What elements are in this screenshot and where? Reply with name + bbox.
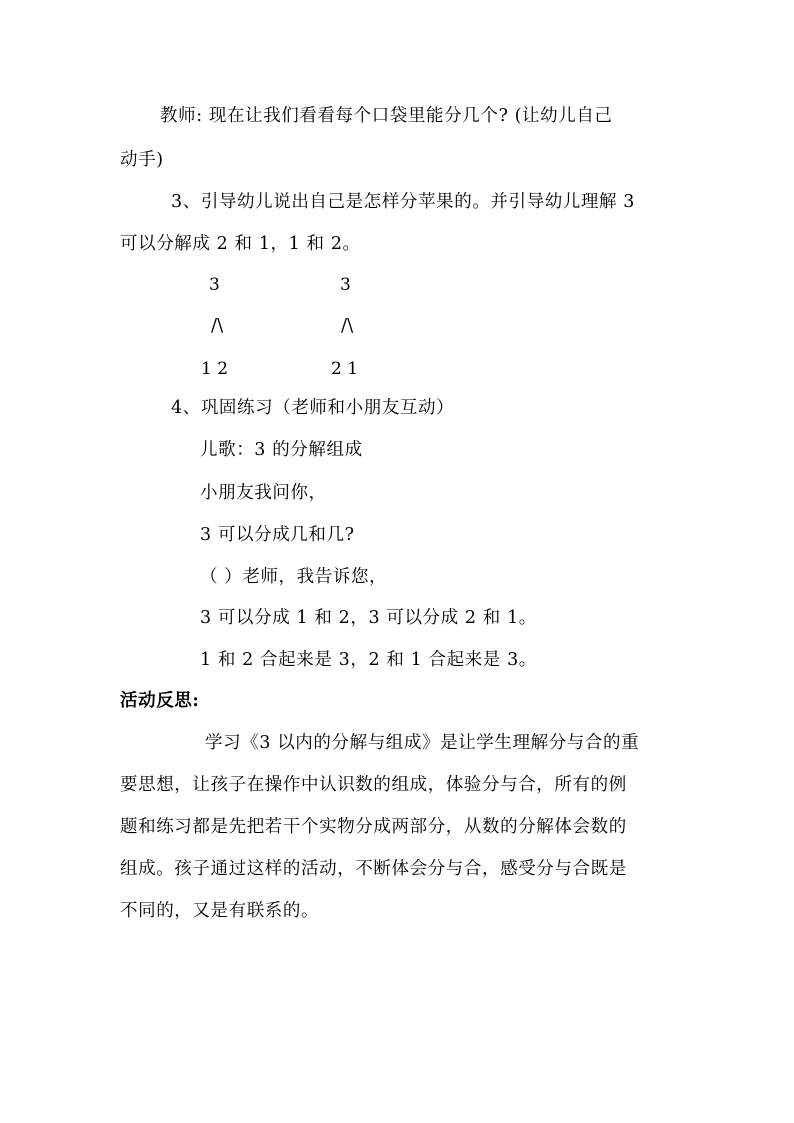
diagram-left-parts: 1 2 <box>201 359 229 379</box>
diagram-right-split: /\ <box>341 315 354 336</box>
song-line-1: 小朋友我问你， <box>200 483 327 503</box>
teacher-question-line-2: 动手) <box>120 150 164 170</box>
diagram-left-top: 3 <box>209 275 220 295</box>
diagram-left-split: /\ <box>211 315 224 336</box>
reflection-line-5: 不同的，又是有联系的。 <box>120 901 320 921</box>
song-title: 儿歌：3 的分解组成 <box>200 440 363 460</box>
diagram-right-parts: 2 1 <box>331 359 359 379</box>
reflection-line-3: 题和练习都是先把若干个实物分成两部分，从数的分解体会数的 <box>120 817 627 837</box>
reflection-line-1: 学习《3 以内的分解与组成》是让学生理解分与合的重 <box>205 733 640 753</box>
reflection-line-4: 组成。孩子通过这样的活动，不断体会分与合，感受分与合既是 <box>120 859 627 879</box>
song-line-5: 1 和 2 合起来是 3，2 和 1 合起来是 3。 <box>200 650 537 670</box>
teacher-question-line-1: 教师: 现在让我们看看每个口袋里能分几个? (让幼儿自己 <box>160 106 613 126</box>
song-line-3: （ ）老师，我告诉您， <box>200 567 388 587</box>
step-3-line-1: 3、引导幼儿说出自己是怎样分苹果的。并引导幼儿理解 3 <box>171 192 636 212</box>
step-4-title: 4、巩固练习（老师和小朋友互动） <box>171 398 455 418</box>
reflection-line-2: 要思想，让孩子在操作中认识数的组成，体验分与合，所有的例 <box>120 775 627 795</box>
diagram-right-top: 3 <box>340 275 351 295</box>
song-line-2: 3 可以分成几和几? <box>200 525 355 545</box>
reflection-title: 活动反思: <box>120 691 200 711</box>
step-3-line-2: 可以分解成 2 和 1，1 和 2。 <box>120 234 361 254</box>
song-line-4: 3 可以分成 1 和 2，3 可以分成 2 和 1。 <box>200 608 537 628</box>
